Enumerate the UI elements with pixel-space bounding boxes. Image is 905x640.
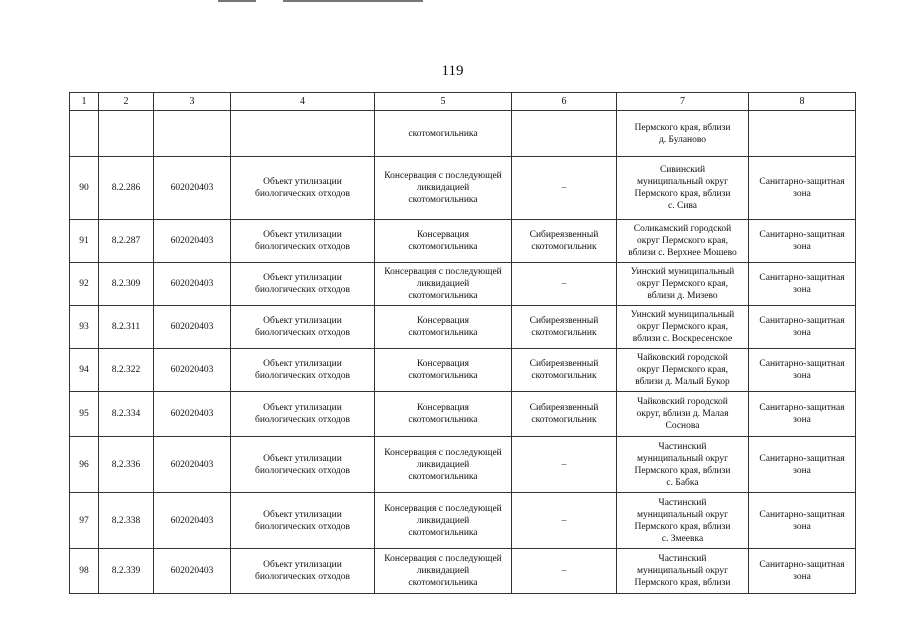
cell-code: 8.2.309 [99, 263, 154, 306]
cell-location: Сивинский муниципальный округ Пермского края, вблизи с. Сива [617, 157, 749, 220]
cell-location: Чайковский городской округ, вблизи д. Малая Соснова [617, 392, 749, 437]
cell-no: 92 [70, 263, 99, 306]
cell-action: Консервация скотомогильника [375, 306, 512, 349]
header-cell: 6 [512, 93, 617, 111]
cell-object [231, 111, 375, 157]
cell-no: 97 [70, 493, 99, 549]
cell-location: Чайковский городской округ Пермского края, вблизи д. Малый Букор [617, 349, 749, 392]
table-row [70, 220, 856, 263]
cell-no: 90 [70, 157, 99, 220]
cell-action: Консервация скотомогильника [375, 392, 512, 437]
cell-code [99, 111, 154, 157]
cell-zone: Санитарно-защитная зона [749, 263, 856, 306]
registry-table [69, 92, 856, 594]
table-row [70, 549, 856, 594]
cell-location: Частинский муниципальный округ Пермского края, вблизи с. Змеевка [617, 493, 749, 549]
cell-object: Объект утилизации биологических отходов [231, 437, 375, 493]
cell-no: 91 [70, 220, 99, 263]
cell-zone: Санитарно-защитная зона [749, 306, 856, 349]
cell-zone: Санитарно-защитная зона [749, 220, 856, 263]
cell-no: 93 [70, 306, 99, 349]
table-row [70, 392, 856, 437]
cell-code: 8.2.287 [99, 220, 154, 263]
cell-action: Консервация с последующей ликвидацией скотомогильника [375, 263, 512, 306]
header-cell: 8 [749, 93, 856, 111]
cell-object: Объект утилизации биологических отходов [231, 549, 375, 594]
cell-action: скотомогильника [375, 111, 512, 157]
cell-type: – [512, 437, 617, 493]
cell-zone [749, 111, 856, 157]
cell-type [512, 111, 617, 157]
cell-action: Консервация с последующей ликвидацией скотомогильника [375, 157, 512, 220]
cell-action: Консервация с последующей ликвидацией скотомогильника [375, 493, 512, 549]
cell-zone: Санитарно-защитная зона [749, 493, 856, 549]
cell-no [70, 111, 99, 157]
header-row [70, 93, 856, 111]
cell-code: 8.2.322 [99, 349, 154, 392]
table-row [70, 157, 856, 220]
cell-zone: Санитарно-защитная зона [749, 392, 856, 437]
cell-oktmo: 602020403 [154, 549, 231, 594]
table-row [70, 263, 856, 306]
cell-type: – [512, 157, 617, 220]
header-cell: 5 [375, 93, 512, 111]
cell-oktmo: 602020403 [154, 349, 231, 392]
cell-code: 8.2.338 [99, 493, 154, 549]
cell-action: Консервация скотомогильника [375, 349, 512, 392]
cell-no: 96 [70, 437, 99, 493]
cell-no: 95 [70, 392, 99, 437]
cell-code: 8.2.334 [99, 392, 154, 437]
table-row [70, 493, 856, 549]
header-cell: 4 [231, 93, 375, 111]
table-row [70, 437, 856, 493]
cell-oktmo: 602020403 [154, 306, 231, 349]
cell-action: Консервация скотомогильника [375, 220, 512, 263]
continuation-row [70, 111, 856, 157]
header-cell: 2 [99, 93, 154, 111]
page-number: 119 [441, 63, 464, 79]
cell-type: – [512, 263, 617, 306]
cell-type: Сибиреязвенный скотомогильник [512, 349, 617, 392]
header-cell: 1 [70, 93, 99, 111]
cell-location: Частинский муниципальный округ Пермского края, вблизи с. Бабка [617, 437, 749, 493]
cell-type: – [512, 549, 617, 594]
cell-zone: Санитарно-защитная зона [749, 157, 856, 220]
cell-oktmo [154, 111, 231, 157]
cell-oktmo: 602020403 [154, 493, 231, 549]
cell-type: – [512, 493, 617, 549]
cell-oktmo: 602020403 [154, 157, 231, 220]
cell-zone: Санитарно-защитная зона [749, 437, 856, 493]
cell-no: 94 [70, 349, 99, 392]
cell-object: Объект утилизации биологических отходов [231, 157, 375, 220]
cell-location: Уинский муниципальный округ Пермского края, вблизи с. Воскресенское [617, 306, 749, 349]
cell-type: Сибиреязвенный скотомогильник [512, 220, 617, 263]
cell-object: Объект утилизации биологических отходов [231, 349, 375, 392]
cell-code: 8.2.339 [99, 549, 154, 594]
cell-action: Консервация с последующей ликвидацией скотомогильника [375, 549, 512, 594]
cell-object: Объект утилизации биологических отходов [231, 220, 375, 263]
cell-location: Соликамский городской округ Пермского края, вблизи с. Верхнее Мошево [617, 220, 749, 263]
cell-code: 8.2.336 [99, 437, 154, 493]
header-cell: 7 [617, 93, 749, 111]
cell-oktmo: 602020403 [154, 220, 231, 263]
cell-location: Уинский муниципальный округ Пермского края, вблизи д. Мизево [617, 263, 749, 306]
cell-no: 98 [70, 549, 99, 594]
cell-code: 8.2.286 [99, 157, 154, 220]
scan-mark-left [218, 0, 256, 2]
cell-location: Частинский муниципальный округ Пермского края, вблизи [617, 549, 749, 594]
cell-object: Объект утилизации биологических отходов [231, 263, 375, 306]
header-cell: 3 [154, 93, 231, 111]
cell-object: Объект утилизации биологических отходов [231, 392, 375, 437]
cell-type: Сибиреязвенный скотомогильник [512, 306, 617, 349]
cell-object: Объект утилизации биологических отходов [231, 306, 375, 349]
cell-zone: Санитарно-защитная зона [749, 549, 856, 594]
cell-oktmo: 602020403 [154, 437, 231, 493]
table-row [70, 306, 856, 349]
cell-object: Объект утилизации биологических отходов [231, 493, 375, 549]
cell-location: Пермского края, вблизи д. Буланово [617, 111, 749, 157]
cell-code: 8.2.311 [99, 306, 154, 349]
table-row [70, 349, 856, 392]
cell-zone: Санитарно-защитная зона [749, 349, 856, 392]
cell-type: Сибиреязвенный скотомогильник [512, 392, 617, 437]
cell-oktmo: 602020403 [154, 263, 231, 306]
scan-mark-right [283, 0, 423, 2]
cell-action: Консервация с последующей ликвидацией скотомогильника [375, 437, 512, 493]
cell-oktmo: 602020403 [154, 392, 231, 437]
